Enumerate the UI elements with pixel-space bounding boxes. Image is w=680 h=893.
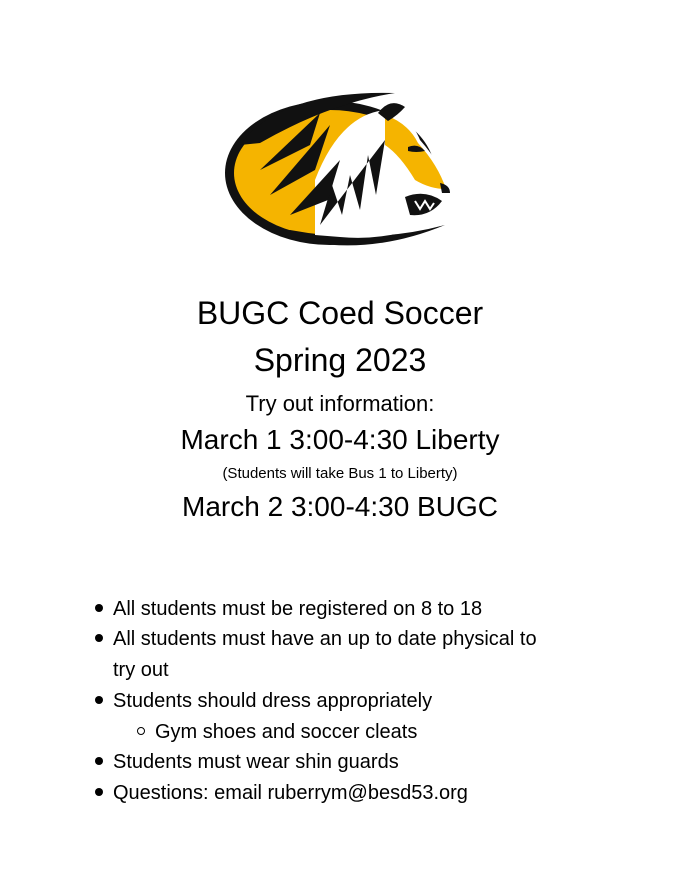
list-item-contact: Questions: email ruberrym@besd53.org [113,782,468,804]
bullet-icon [95,696,103,704]
tryout-date-1: March 1 3:00-4:30 Liberty [180,424,500,455]
hollow-bullet-icon [137,727,145,735]
list-item: Students must wear shin guards [113,751,399,773]
tryout-date-1-note: (Students will take Bus 1 to Liberty) [222,465,458,482]
bullet-icon [95,757,103,765]
bullet-icon [95,604,103,612]
tryout-date-2: March 2 3:00-4:30 BUGC [182,491,498,522]
page-title-line2: Spring 2023 [253,342,427,378]
page-title-line1: BUGC Coed Soccer [196,295,484,331]
sub-list-item: Gym shoes and soccer cleats [155,721,418,743]
list-item-continuation: try out [113,659,169,681]
list-item: All students must be registered on 8 to 18 [113,598,483,620]
tiger-mascot-icon [220,85,460,255]
bullet-icon [95,788,103,796]
list-item: Students should dress appropriately [113,690,433,712]
bullet-icon [95,634,103,642]
tryout-subtitle: Try out information: [245,391,435,416]
list-item: All students must have an up to date physical to [113,628,537,650]
